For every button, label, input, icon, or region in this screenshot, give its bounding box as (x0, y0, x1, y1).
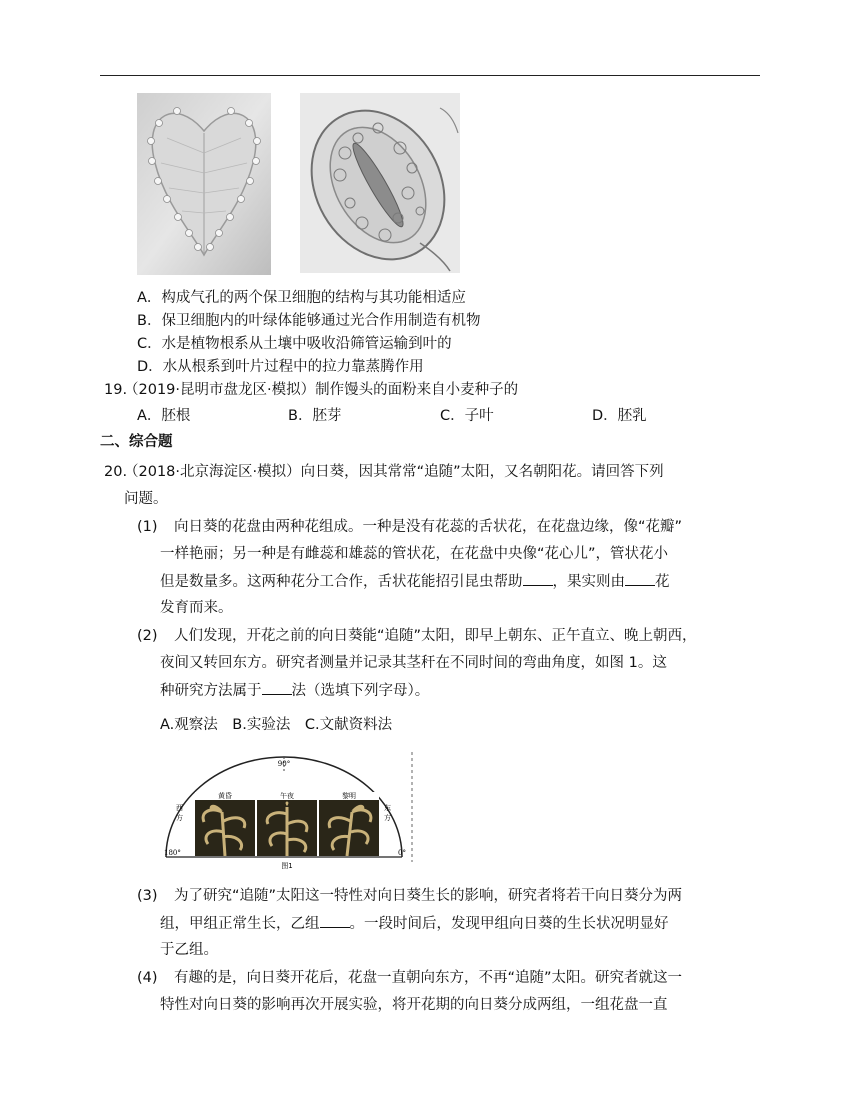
answer-blank-pollination[interactable] (523, 571, 553, 586)
sub1-line3-b: ，果实则由 (552, 574, 625, 590)
q19-number: 19. (104, 382, 128, 398)
panel-dawn (319, 800, 379, 856)
sub4-line2: 特性对向日葵的影响再次开展实验，将开花期的向日葵分成两组，一组花盘一直 (160, 997, 668, 1013)
q20-stem-line2: 问题。 (124, 491, 168, 507)
sub3-line3: 于乙组。 (160, 942, 218, 958)
option-a-18: A．构成气孔的两个保卫细胞的结构与其功能相适应 (137, 290, 466, 306)
sub1-line3-a: 但是数量多。这两种花分工合作，舌状花能招引昆虫帮助 (160, 574, 523, 590)
east-char-2: 方 (384, 814, 391, 822)
q19-option-d: D．胚乳 (592, 408, 647, 424)
sub1-line1: 向日葵的花盘由两种花组成。一种是没有花蕊的舌状花，在花盘边缘，像“花瓣” (174, 519, 683, 535)
stomata-image (300, 93, 460, 273)
sub2-label: (2) (137, 628, 158, 644)
leaf-image (137, 93, 271, 275)
stomata-figure (300, 93, 460, 273)
west-char-1: 西 (176, 804, 183, 812)
sub2-line3 (160, 680, 429, 701)
q19-option-b: B．胚芽 (288, 408, 342, 424)
section-heading: 二、综合题 (100, 434, 173, 450)
q19-option-c: C．子叶 (440, 408, 494, 424)
leaf-figure (137, 93, 271, 275)
sub2-choices: A.观察法 B.实验法 C.文献资料法 (160, 717, 393, 733)
sub1-line2: 一样艳丽；另一种是有雌蕊和雄蕊的管状花，在花盘中央像“花心儿”，管状花小 (160, 546, 669, 562)
panel-label-dawn: 黎明 (342, 792, 356, 800)
answer-blank-method[interactable] (262, 680, 292, 695)
sub2-line3-a: 种研究方法属于 (160, 683, 262, 699)
sub1-label: (1) (137, 519, 158, 535)
figure-1 (160, 752, 420, 872)
header-rule (100, 75, 760, 76)
sub3-label: (3) (137, 888, 158, 904)
sub1-line3 (160, 571, 670, 592)
option-d-18: D．水从根系到叶片过程中的拉力靠蒸腾作用 (137, 359, 424, 375)
west-char-2: 方 (176, 814, 183, 822)
sub4-label: (4) (137, 970, 158, 986)
angle-180: 180° (164, 849, 181, 857)
sub3-line2-b: 。一段时间后，发现甲组向日葵的生长状况明显好 (349, 916, 669, 932)
q20-number: 20. (104, 464, 128, 480)
sub1-line3-c: 花 (655, 574, 670, 590)
option-c-18: C．水是植物根系从土壤中吸收沿筛管运输到叶的 (137, 336, 452, 352)
option-b-18: B．保卫细胞内的叶绿体能够通过光合作用制造有机物 (137, 313, 481, 329)
q19-option-a: A．胚根 (137, 408, 191, 424)
sub1-line4: 发育而来。 (160, 600, 233, 616)
figure-caption: 图1 (281, 862, 293, 870)
panel-dusk (195, 800, 255, 856)
angle-90: 90° (277, 760, 291, 768)
sub2-line2: 夜间又转回东方。研究者测量并记录其茎秆在不同时间的弯曲角度，如图 1。这 (160, 655, 667, 671)
sub3-line2-a: 组，甲组正常生长，乙组 (160, 916, 320, 932)
answer-blank-fruit[interactable] (625, 571, 655, 586)
sub2-line3-b: 法（选填下列字母）。 (291, 683, 430, 699)
q19-stem: （2019·昆明市盘龙区·模拟）制作馒头的面粉来自小麦种子的 (124, 382, 519, 398)
sub4-line1: 有趣的是，向日葵开花后，花盘一直朝向东方，不再“追随”太阳。研究者就这一 (174, 970, 683, 986)
sub2-line1: 人们发现，开花之前的向日葵能“追随”太阳，即早上朝东、正午直立、晚上朝西， (174, 628, 697, 644)
panel-label-midnight: 午夜 (280, 792, 294, 800)
panel-label-dusk: 黄昏 (218, 792, 232, 800)
q20-stem-line1: （2018·北京海淀区·模拟）向日葵，因其常常“追随”太阳，又名朝阳花。请回答下列 (124, 464, 664, 480)
sub3-line1: 为了研究“追随”太阳这一特性对向日葵生长的影响，研究者将若干向日葵分为两 (174, 888, 683, 904)
east-char-1: 东 (384, 804, 391, 812)
sub3-line2 (160, 913, 669, 934)
angle-0: 0° (398, 849, 406, 857)
sunflower-diagram (160, 752, 420, 872)
answer-blank-group-b[interactable] (320, 913, 350, 928)
panel-midnight (257, 800, 317, 856)
